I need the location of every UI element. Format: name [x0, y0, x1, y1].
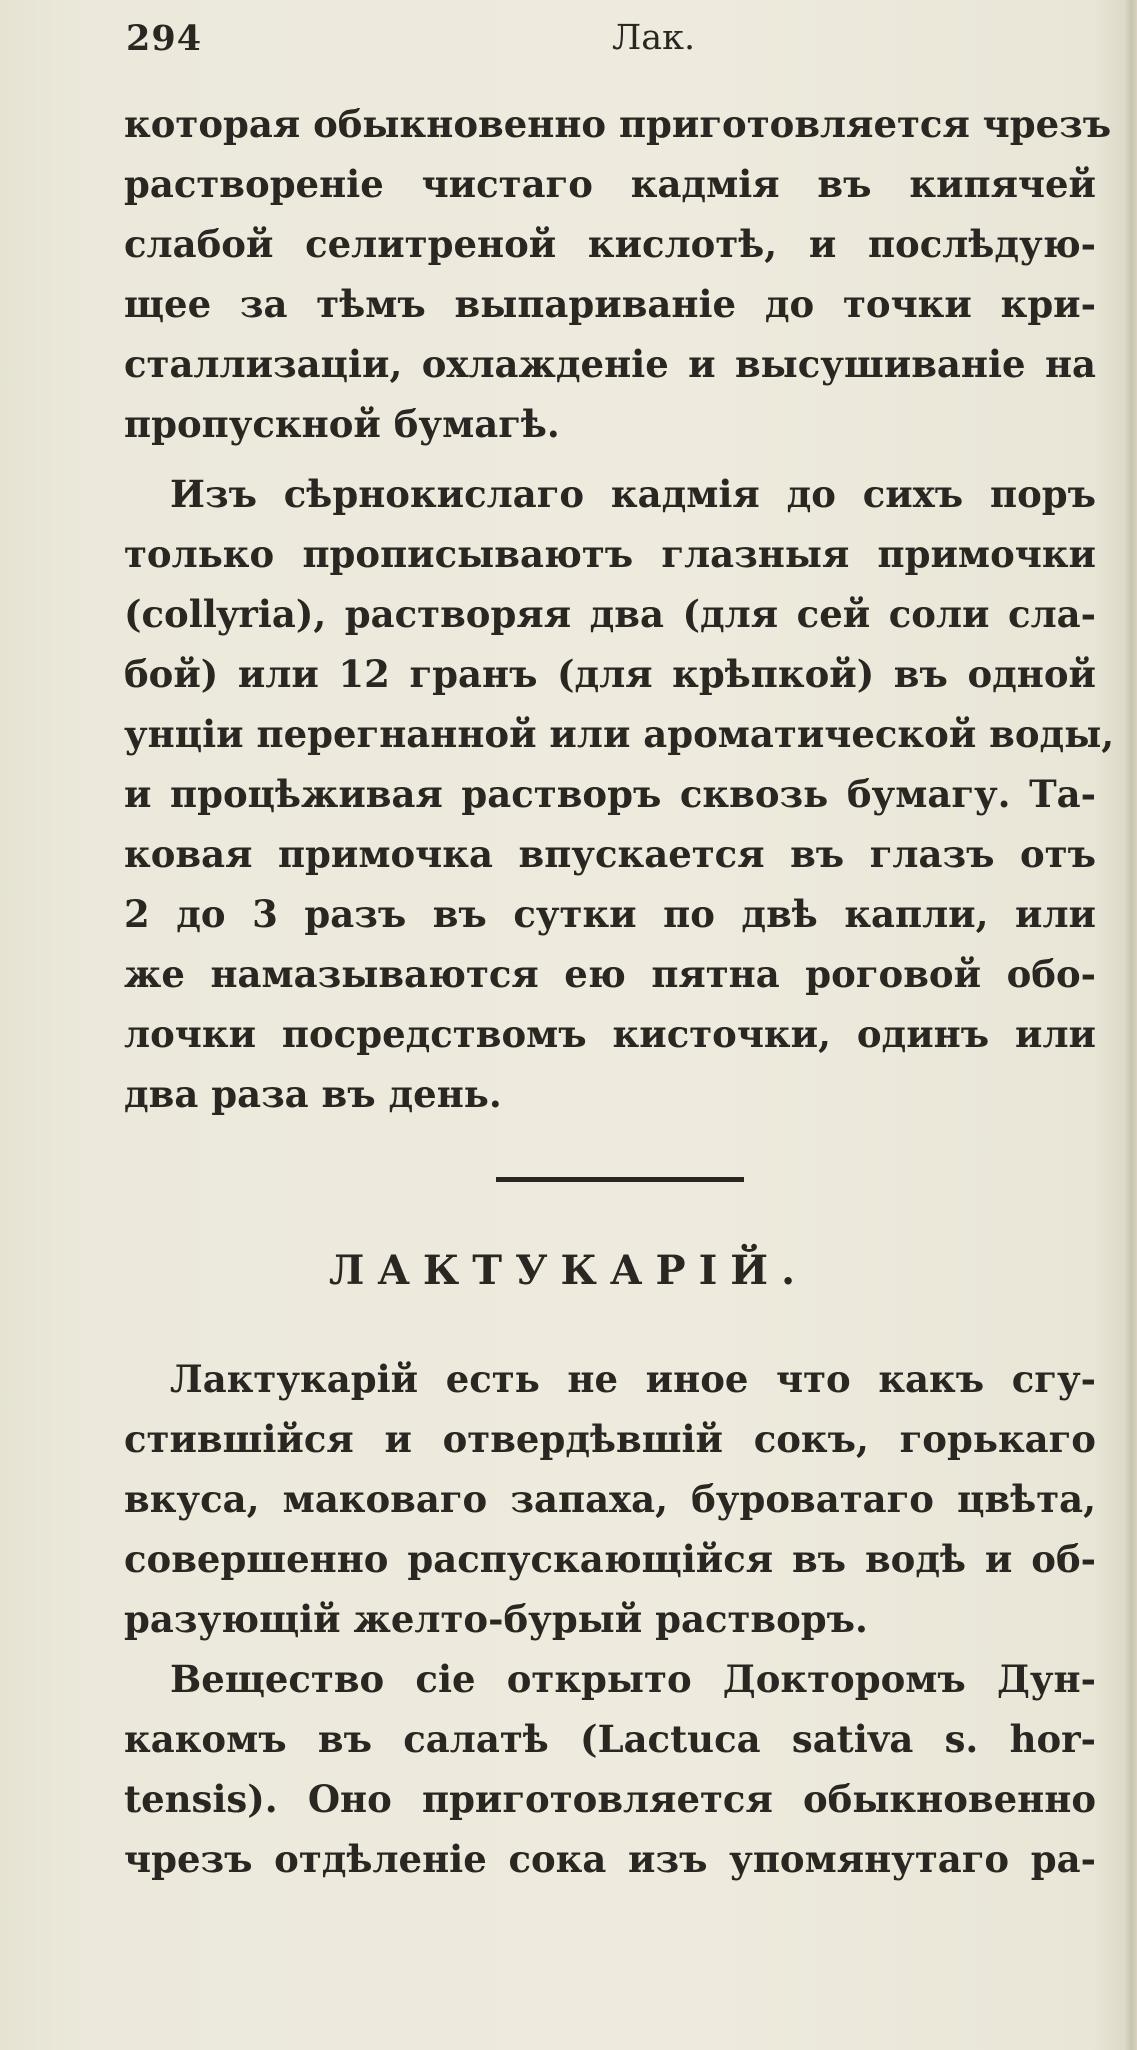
text-line: щее за тѣмъ выпариваніе до точки кри- [124, 282, 1096, 326]
section-title: ЛАКТУКАРІЙ. [328, 1247, 809, 1294]
text-line: 2 до 3 разъ въ сутки по двѣ капли, или [124, 892, 1096, 936]
text-line: tensis). Оно приготовляется обыкновенно [124, 1777, 1096, 1821]
text-line: разующій желто-бурый растворъ. [124, 1597, 868, 1641]
section-divider [496, 1177, 744, 1182]
text-line: (collyria), растворяя два (для сей соли сла- [124, 592, 1096, 636]
text-line: чрезъ отдѣленіе сока изъ упомянутаго ра- [124, 1837, 1096, 1881]
page-number: 294 [126, 18, 203, 59]
page-edge [1123, 0, 1137, 2050]
text-line: которая обыкновенно приготовляется чрезъ [124, 102, 1112, 146]
text-line: лочки посредствомъ кисточки, одинъ или [124, 1012, 1096, 1056]
paragraph-discovery [124, 1649, 1096, 1889]
text-line: два раза въ день. [124, 1072, 502, 1116]
paragraph-sulfate [124, 464, 1115, 1124]
text-line: вкуса, маковаго запаха, буроватаго цвѣта, [124, 1477, 1096, 1521]
text-line: пропускной бумагѣ. [124, 402, 560, 446]
text-line: унціи перегнанной или ароматической воды, [124, 712, 1115, 756]
text-line: раствореніе чистаго кадмія въ кипячей [124, 162, 1096, 206]
text-line: и процѣживая растворъ сквозь бумагу. Та- [124, 772, 1096, 816]
text-line: какомъ въ салатѣ (Lactuca sativa s. hor- [124, 1717, 1096, 1761]
text-line: стившійся и отвердѣвшій сокъ, горькаго [124, 1417, 1096, 1461]
text-line: ковая примочка впускается въ глазъ отъ [124, 832, 1096, 876]
running-title: Лак. [612, 18, 696, 58]
text-line: совершенно распускающійся въ водѣ и об- [124, 1537, 1096, 1581]
text-line: Изъ сѣрнокислаго кадмія до сихъ поръ [170, 472, 1096, 516]
paragraph-continuation [124, 94, 1112, 454]
text-line: Лактукарій есть не иное что какъ сгу- [170, 1357, 1096, 1401]
text-line: слабой селитреной кислотѣ, и послѣдую- [124, 222, 1096, 266]
text-line: бой) или 12 гранъ (для крѣпкой) въ одной [124, 652, 1096, 696]
text-line: Вещество сіе открыто Докторомъ Дун- [170, 1657, 1096, 1701]
text-line: сталлизаціи, охлажденіе и высушиваніе на [124, 342, 1096, 386]
text-line: только прописываютъ глазныя примочки [124, 532, 1096, 576]
paragraph-lactucarium [124, 1349, 1096, 1649]
text-line: же намазываются ею пятна роговой обо- [124, 952, 1096, 996]
